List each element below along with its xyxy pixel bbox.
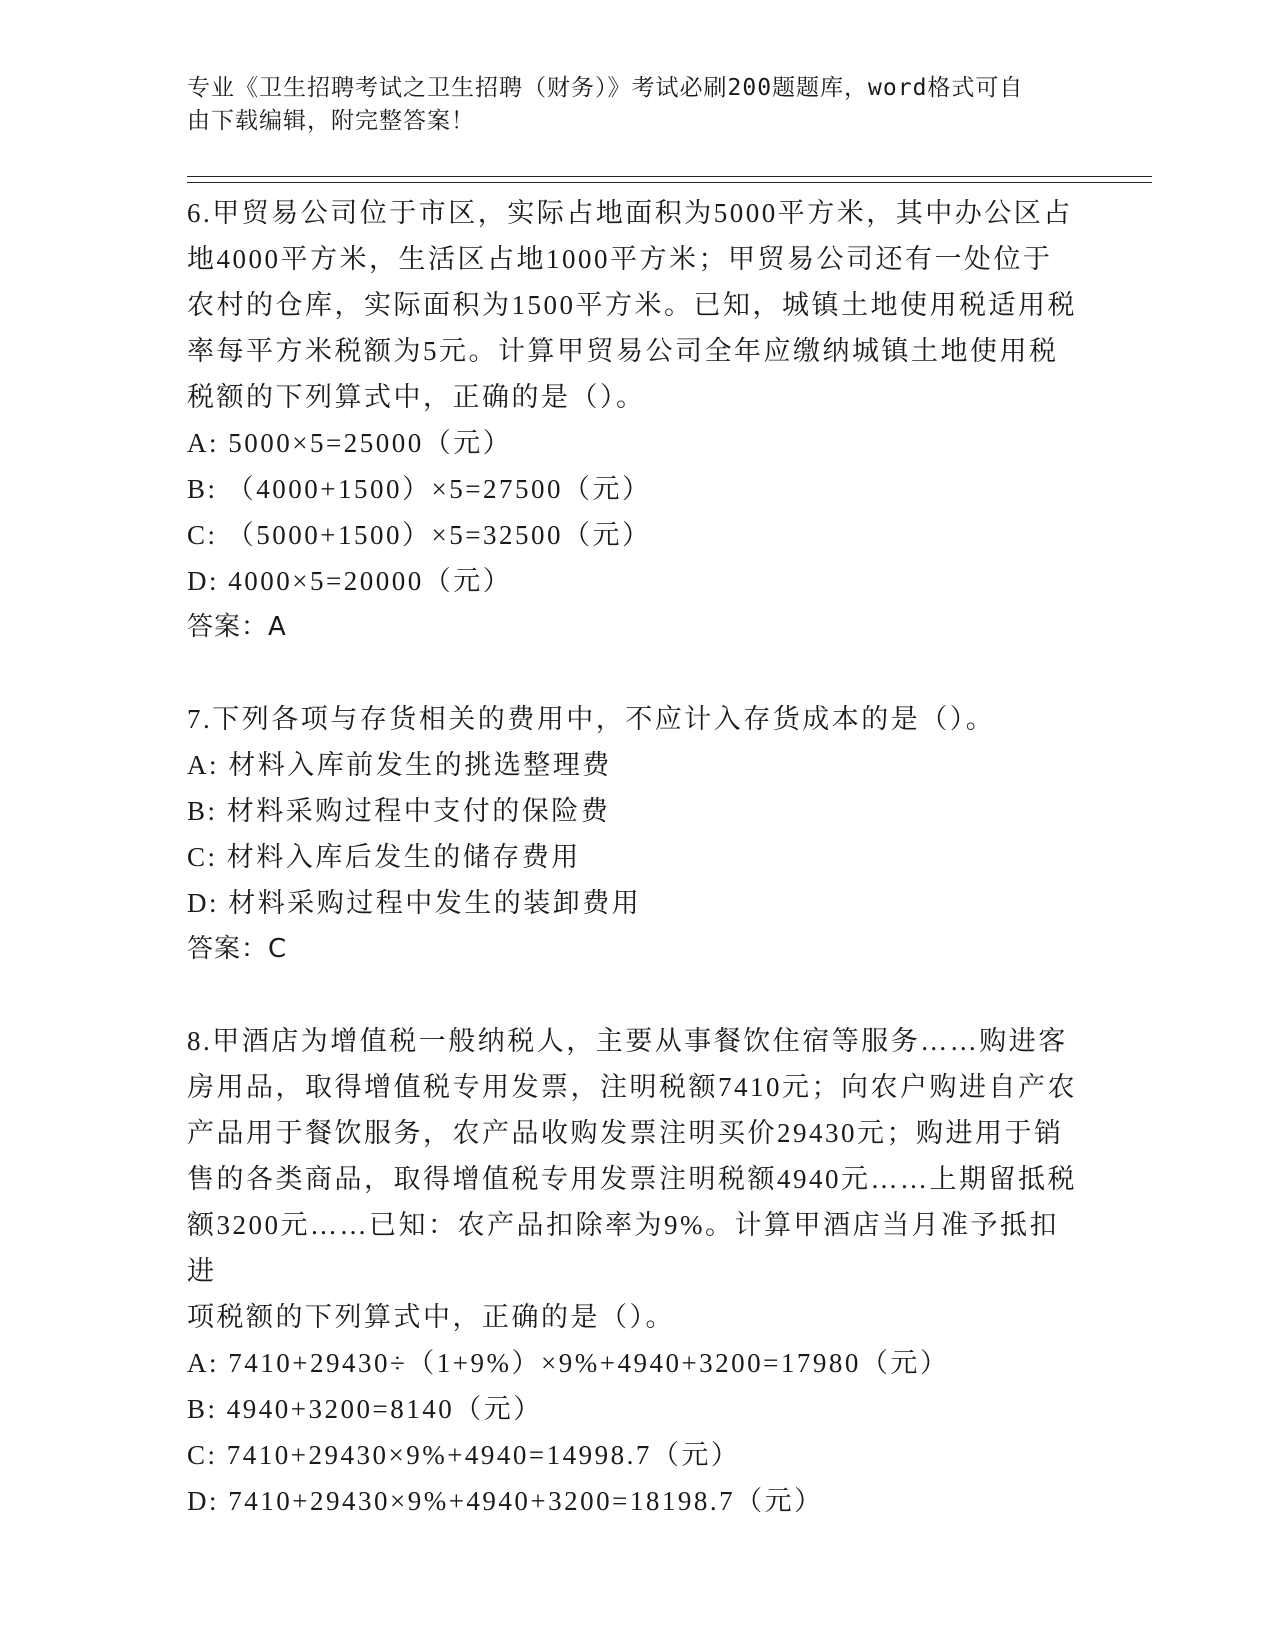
question-7-option-b: B: 材料采购过程中支付的保险费 [187, 796, 611, 826]
question-spacer [187, 650, 1087, 696]
question-6-stem-line: 农村的仓库，实际面积为1500平方米。已知，城镇土地使用税适用税 [187, 290, 1077, 320]
question-7 [187, 696, 1087, 972]
question-6-option-c: C: （5000+1500）×5=32500（元） [187, 520, 652, 550]
question-8-option-d: D: 7410+29430×9%+4940+3200=18198.7（元） [187, 1486, 824, 1516]
question-spacer [187, 972, 1087, 1018]
question-6 [187, 190, 1087, 650]
question-7-option-c: C: 材料入库后发生的储存费用 [187, 842, 581, 872]
header-line-1: 专业《卫生招聘考试之卫生招聘（财务）》考试必刷200题题库，word格式可自 [187, 75, 1024, 101]
question-8-stem-line: 额3200元……已知：农产品扣除率为9%。计算甲酒店当月准予抵扣进 [187, 1210, 1059, 1286]
question-7-answer: 答案：C [187, 934, 288, 964]
question-6-stem-line: 率每平方米税额为5元。计算甲贸易公司全年应缴纳城镇土地使用税 [187, 336, 1059, 366]
question-8-stem-line: 项税额的下列算式中，正确的是（）。 [187, 1302, 675, 1332]
question-6-answer: 答案：A [187, 612, 287, 642]
question-8-stem-line: 售的各类商品，取得增值税专用发票注明税额4940元……上期留抵税 [187, 1164, 1077, 1194]
question-8-option-b: B: 4940+3200=8140（元） [187, 1394, 543, 1424]
document-header [187, 72, 1087, 138]
question-6-stem-line: 6.甲贸易公司位于市区，实际占地面积为5000平方米，其中办公区占 [187, 198, 1073, 228]
question-6-stem-line: 税额的下列算式中，正确的是（）。 [187, 382, 646, 412]
question-7-stem-line: 7.下列各项与存货相关的费用中，不应计入存货成本的是（）。 [187, 704, 996, 734]
question-8 [187, 1018, 1087, 1524]
question-8-option-a: A: 7410+29430÷（1+9%）×9%+4940+3200=17980（元） [187, 1348, 950, 1378]
question-8-stem-line: 产品用于餐饮服务，农产品收购发票注明买价29430元；购进用于销 [187, 1118, 1064, 1148]
header-line-2: 由下载编辑，附完整答案！ [187, 108, 475, 134]
header-rule-top [187, 176, 1152, 177]
question-7-option-d: D: 材料采购过程中发生的装卸费用 [187, 888, 642, 918]
question-7-option-a: A: 材料入库前发生的挑选整理费 [187, 750, 612, 780]
question-6-option-b: B: （4000+1500）×5=27500（元） [187, 474, 652, 504]
question-8-stem-line: 房用品，取得增值税专用发票，注明税额7410元；向农户购进自产农 [187, 1072, 1077, 1102]
question-6-stem-line: 地4000平方米，生活区占地1000平方米；甲贸易公司还有一处位于 [187, 244, 1053, 274]
header-rule-bottom [187, 182, 1152, 183]
question-8-option-c: C: 7410+29430×9%+4940=14998.7（元） [187, 1440, 741, 1470]
question-6-option-d: D: 4000×5=20000（元） [187, 566, 513, 596]
question-list [187, 190, 1087, 1524]
question-6-option-a: A: 5000×5=25000（元） [187, 428, 513, 458]
question-8-stem-line: 8.甲酒店为增值税一般纳税人，主要从事餐饮住宿等服务……购进客 [187, 1026, 1068, 1056]
